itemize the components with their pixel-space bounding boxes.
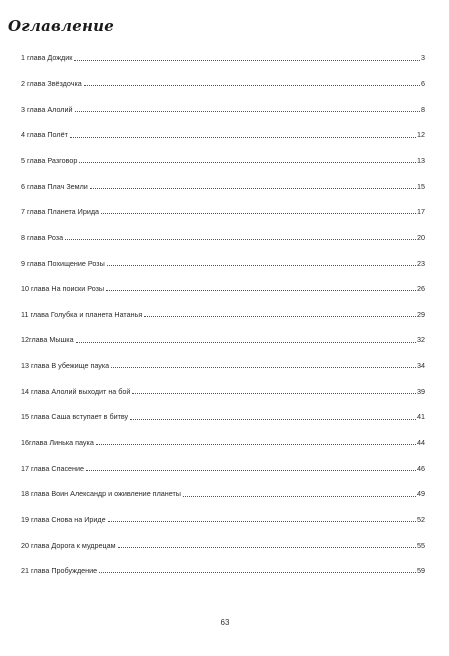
toc-entry-page: 3 [421, 53, 425, 63]
toc-dot-leader [130, 419, 416, 420]
toc-entry [21, 498, 425, 524]
toc-entry [21, 36, 425, 62]
toc-entry [21, 318, 425, 344]
toc-entry-page: 32 [417, 335, 425, 345]
toc-entry-page: 15 [417, 181, 425, 191]
toc-dot-leader [111, 367, 416, 368]
toc-entry [21, 190, 425, 216]
toc-entry-label: 1 глава Дождик [21, 53, 73, 63]
toc-dot-leader [118, 547, 416, 548]
toc-entry-page: 55 [417, 540, 425, 550]
toc-dot-leader [84, 85, 420, 86]
toc-entry-page: 46 [417, 463, 425, 473]
toc-entry-label: 9 глава Похищение Розы [21, 258, 105, 268]
toc-entry-page: 20 [417, 232, 425, 242]
toc-entry [21, 523, 425, 549]
toc-entry [21, 421, 425, 447]
toc-entry-label: 8 глава Роза [21, 232, 64, 242]
toc-entry [21, 344, 425, 370]
toc-dot-leader [90, 188, 416, 189]
toc-entry-label: 21 глава Пробуждение [21, 566, 98, 576]
toc-entry-label: 11 глава Голубка и планета Натанья [21, 309, 143, 319]
toc-dot-leader [76, 342, 416, 343]
toc-entry-page: 29 [417, 309, 425, 319]
toc-dot-leader [74, 60, 420, 61]
toc-entry-label: 17 глава Спасение [21, 463, 85, 473]
toc-entry-page: 52 [417, 514, 425, 524]
toc-entry-label: 14 глава Алолий выходит на бой [21, 386, 131, 396]
toc-entry-label: 16глава Линька паука [21, 438, 94, 448]
toc-entry [21, 549, 425, 575]
toc-entry [21, 87, 425, 113]
toc-entry [21, 292, 425, 318]
toc-dot-leader [75, 111, 420, 112]
toc-entry-label: 13 глава В убежище паука [21, 361, 110, 371]
toc-entry-page: 44 [417, 438, 425, 448]
toc-entry-label: 6 глава Плач Земли [21, 181, 88, 191]
toc-entry [21, 215, 425, 241]
toc-entry-page: 41 [417, 412, 425, 422]
toc-dot-leader [106, 290, 416, 291]
toc-entry [21, 241, 425, 267]
toc-dot-leader [99, 572, 416, 573]
toc-entry-label: 19 глава Снова на Ириде [21, 514, 106, 524]
toc-entry [21, 139, 425, 165]
toc-list [21, 36, 425, 574]
toc-dot-leader [96, 444, 416, 445]
toc-entry [21, 267, 425, 293]
toc-entry-page: 17 [417, 207, 425, 217]
toc-dot-leader [183, 496, 416, 497]
toc-entry-label: 4 глава Полёт [21, 130, 68, 140]
toc-title: Оглавление [8, 17, 114, 35]
toc-entry [21, 113, 425, 139]
toc-entry-label: 18 глава Воин Александр и оживление планеты [21, 489, 181, 499]
toc-entry-label: 2 глава Звёздочка [21, 79, 82, 89]
toc-entry-page: 12 [417, 130, 425, 140]
toc-entry-label: 12глава Мышка [21, 335, 74, 345]
toc-entry [21, 446, 425, 472]
toc-entry [21, 395, 425, 421]
toc-dot-leader [107, 265, 416, 266]
toc-dot-leader [101, 213, 416, 214]
toc-entry-label: 5 глава Разговор [21, 156, 78, 165]
toc-dot-leader [132, 393, 416, 394]
toc-entry-label: 20 глава Дорога к мудрецам [21, 540, 116, 550]
toc-entry [21, 62, 425, 88]
page-number: 63 [220, 618, 230, 627]
toc-dot-leader [86, 470, 416, 471]
toc-entry-label: 10 глава На поиски Розы [21, 284, 105, 294]
toc-dot-leader [70, 137, 416, 138]
toc-entry-page: 13 [417, 156, 425, 165]
toc-entry-page: 39 [417, 386, 425, 396]
toc-entry-label: 7 глава Планета Ирида [21, 207, 100, 217]
toc-entry-page: 49 [417, 489, 425, 499]
toc-entry [21, 472, 425, 498]
toc-entry-page: 23 [417, 258, 425, 268]
toc-entry-page: 6 [421, 79, 425, 89]
toc-dot-leader [79, 162, 416, 163]
toc-dot-leader [65, 239, 416, 240]
toc-entry [21, 164, 425, 190]
toc-entry-page: 59 [417, 566, 425, 576]
toc-entry-page: 34 [417, 361, 425, 371]
toc-entry-label: 15 глава Саша вступает в битву [21, 412, 129, 422]
toc-entry [21, 369, 425, 395]
toc-entry-page: 8 [421, 104, 425, 114]
toc-dot-leader [144, 316, 416, 317]
toc-entry-label: 3 глава Алолий [21, 104, 73, 114]
toc-entry-page: 26 [417, 284, 425, 294]
toc-dot-leader [108, 521, 416, 522]
